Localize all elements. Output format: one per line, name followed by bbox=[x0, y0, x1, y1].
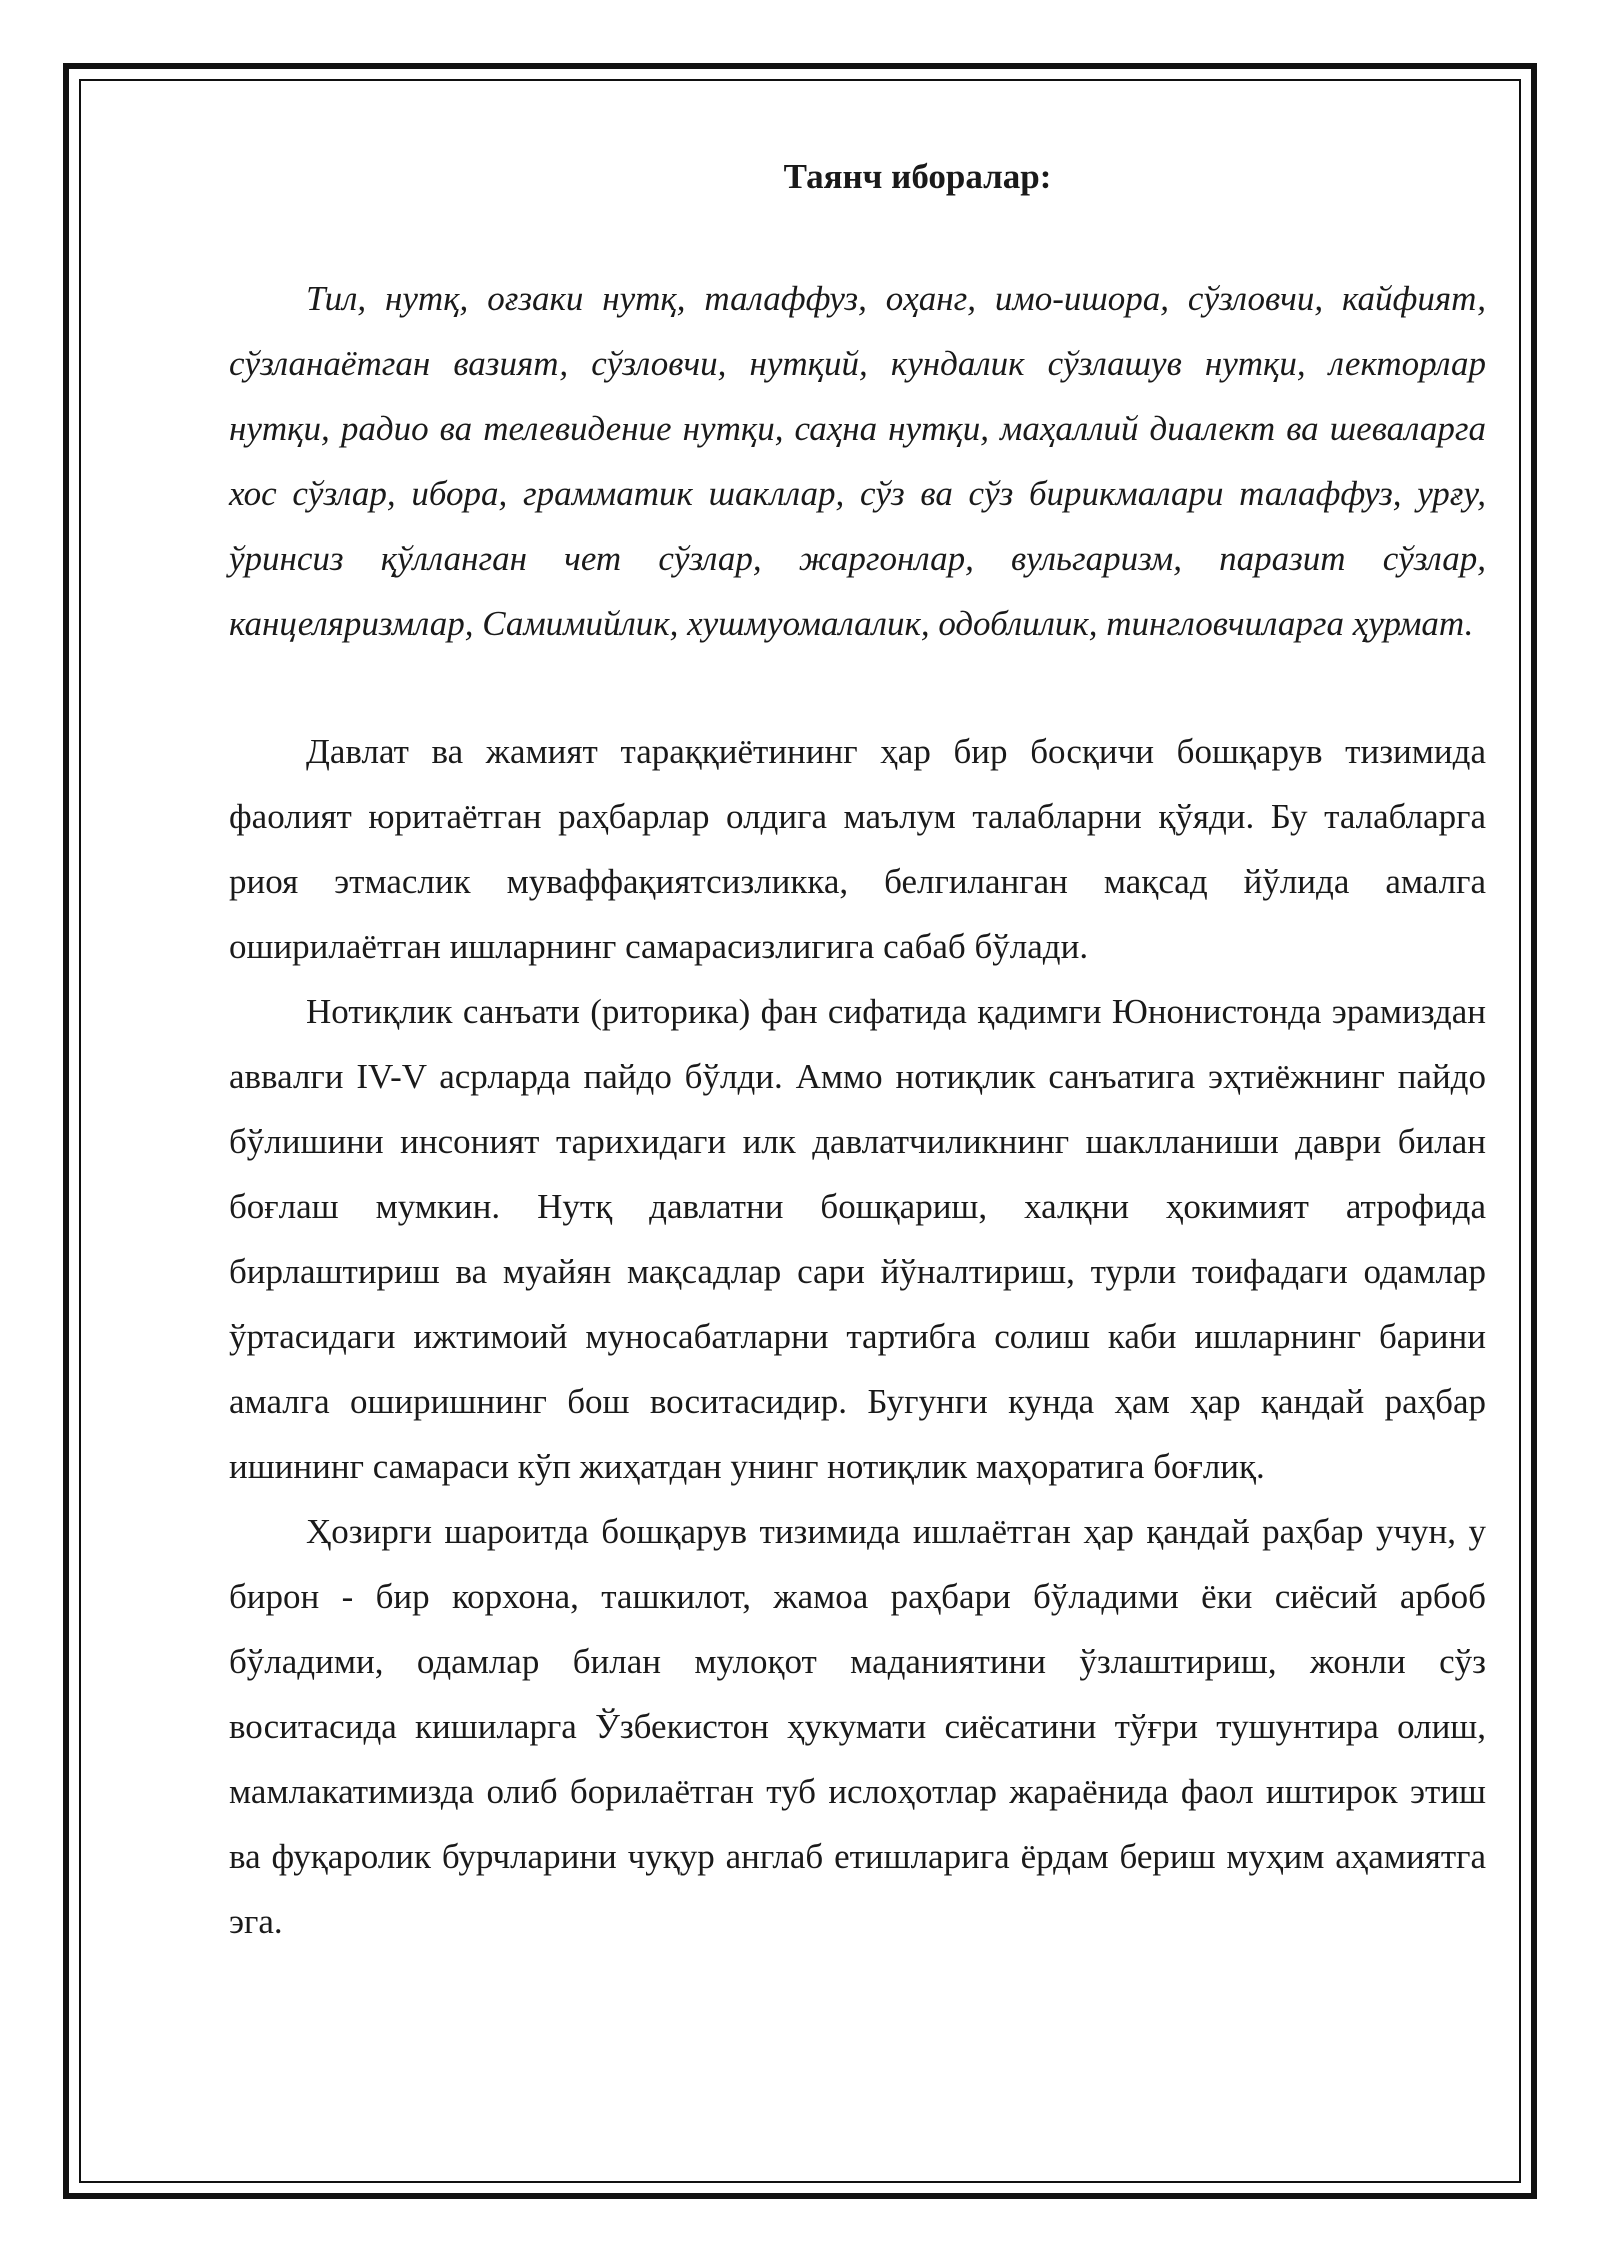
spacer bbox=[229, 656, 1486, 719]
body-paragraph-2: Нотиқлик санъати (риторика) фан сифатида қадимги Юнонистонда эрамиздан аввалги IV-V асрларда пайдо бўлди. Аммо нотиқлик санъатига эҳтиёжнинг пайдо бўлишини инсоният тарихидаги илк давлатчиликнинг шаклланиши даври билан боғлаш мумкин. Нутқ давлатни бошқариш, халқни ҳокимият атрофида бирлаштириш ва муайян мақсадлар сари йўналтириш, турли тоифадаги одамлар ўртасидаги ижтимоий муносабатларни тартибга солиш каби ишларнинг барини амалга оширишнинг бош воситасидир. Бугунги кунда ҳам ҳар қандай раҳбар ишининг самараси кўп жиҳатдан унинг нотиқлик маҳоратига боғлиқ. bbox=[229, 992, 1486, 1486]
keywords-heading: Таянч иборалар: bbox=[783, 157, 1052, 196]
keywords-paragraph: Тил, нутқ, оғзаки нутқ, талаффуз, оҳанг, имо-ишора, сўзловчи, кайфият, сўзланаётган вазият, сўзловчи, нутқий, кундалик сўзлашув нутқи, лекторлар нутқи, радио ва телевидение нутқи, саҳна нутқи, маҳаллий диалект ва шеваларга хос сўзлар, ибора, грамматик шакллар, сўз ва сўз бирикмалари талаффуз, урғу, ўринсиз қўлланган чет сўзлар, жаргонлар, вульгаризм, паразит сўзлар, канцеляризмлар, Самимийлик, хушмуомалалик, одоблилик, тингловчиларга ҳурмат. bbox=[229, 279, 1486, 643]
spacer bbox=[229, 204, 1486, 266]
body-paragraph-1: Давлат ва жамият тараққиётининг ҳар бир босқичи бошқарув тизимида фаолият юритаётган раҳбарлар олдига маълум талабларни қўяди. Бу талабларга риоя этмаслик муваффақиятсизликка, белгиланган мақсад йўлида амалга оширилаётган ишларнинг самарасизлигига сабаб бўлади. bbox=[229, 732, 1486, 966]
document-body bbox=[229, 150, 1486, 1954]
body-paragraph-3: Ҳозирги шароитда бошқарув тизимида ишлаётган ҳар қандай раҳбар учун, у бирон - бир корхона, ташкилот, жамоа раҳбари бўладими ёки сиёсий арбоб бўладими, одамлар билан мулоқот маданиятини ўзлаштириш, жонли сўз воситасида кишиларга Ўзбекистон ҳукумати сиёсатини тўғри тушунтира олиш, мамлакатимизда олиб борилаётган туб ислоҳотлар жараёнида фаол иштирок этиш ва фуқаролик бурчларини чуқур англаб етишларига ёрдам бериш муҳим аҳамиятга эга. bbox=[229, 1512, 1486, 1941]
